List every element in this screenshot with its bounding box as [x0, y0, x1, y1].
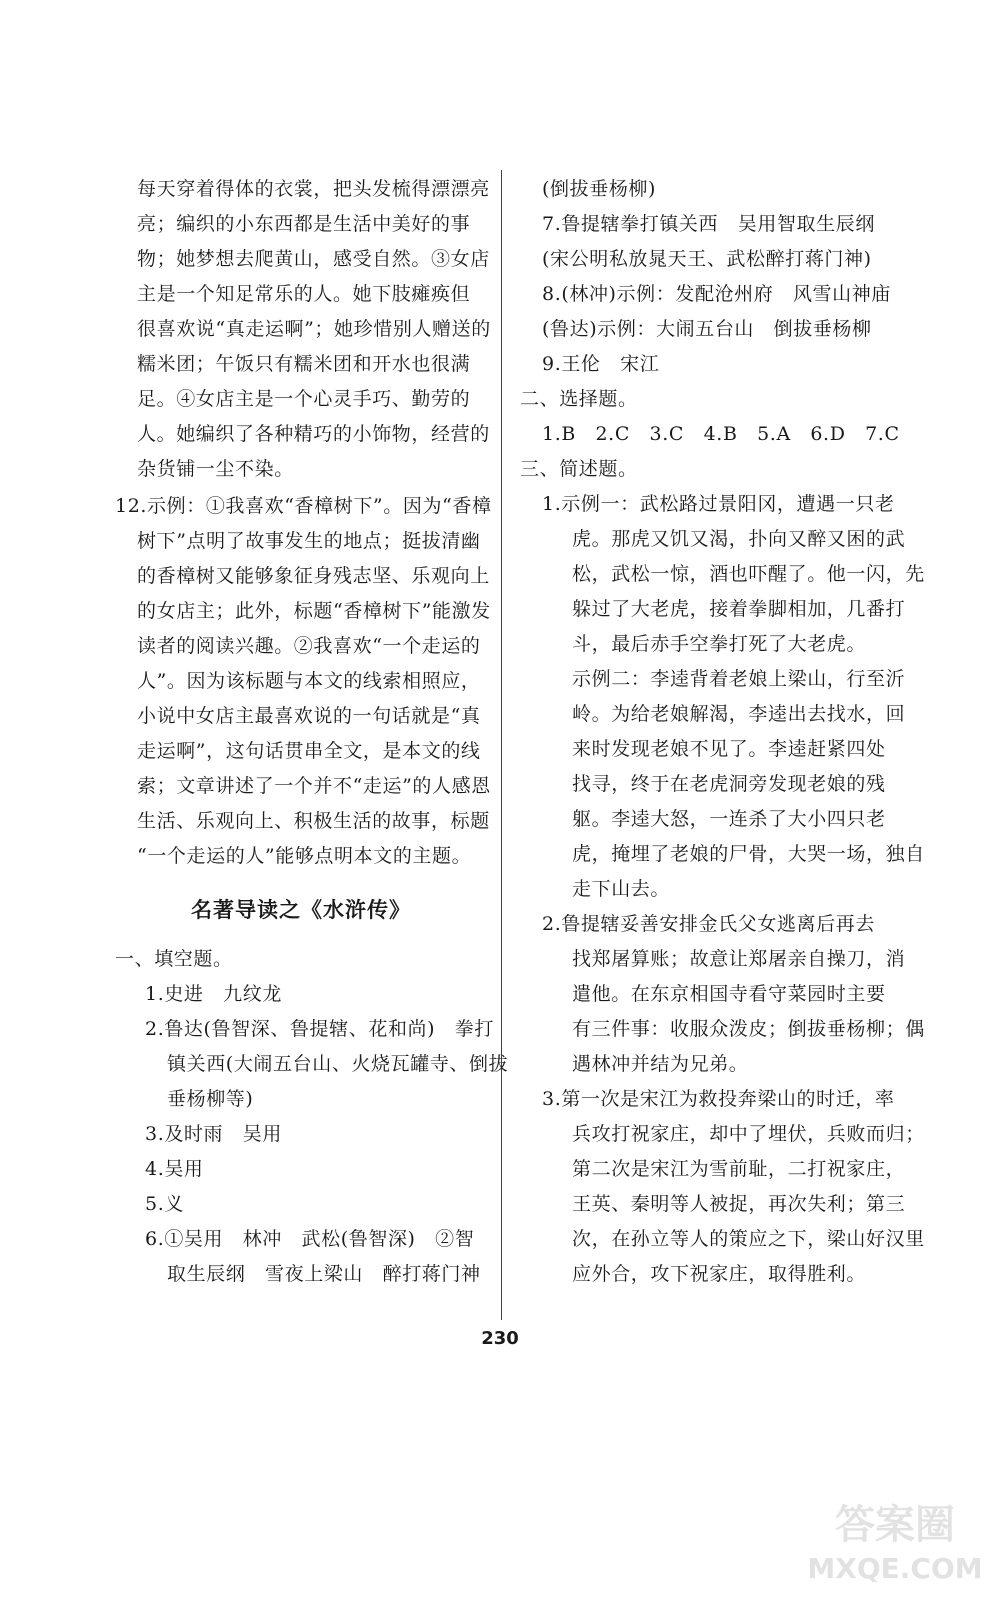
fill-in-continuation: [520, 172, 892, 382]
text-line: 找郑屠算账；故意让郑屠亲自操刀，消: [572, 948, 906, 970]
text-line: 2.鲁达(鲁智深、鲁提辖、花和尚) 拳打: [145, 1018, 494, 1040]
text-line: 有三件事：收服众泼皮；倒拔垂杨柳；偶: [572, 1018, 925, 1040]
text-line: 来时发现老娘不见了。李逵赶紧四处: [572, 738, 886, 760]
section-heading: 二、选择题。: [520, 388, 638, 410]
text-line: 索；文章讲述了一个并不“走运”的人感恩: [137, 775, 491, 797]
text-line: (倒拔垂杨柳): [542, 178, 657, 200]
column-divider: [501, 170, 502, 1320]
text-line: 虎，掩埋了老娘的尸骨，大哭一场，独自: [572, 843, 925, 865]
text-line: 4.吴用: [145, 1158, 204, 1180]
text-line: 足。④女店主是一个心灵手巧、勤劳的: [137, 388, 471, 410]
q11-continuation: [115, 172, 491, 487]
text-line: 7.鲁提辖拳打镇关西 吴用智取生辰纲: [542, 213, 875, 235]
text-line: 取生辰纲 雪夜上梁山 醉打蒋门神: [167, 1263, 481, 1285]
text-line: 每天穿着得体的衣裳，把头发梳得漂漂亮: [137, 178, 490, 200]
text-line: 9.王伦 宋江: [542, 353, 660, 375]
text-line: 第二次是宋江为雪前耻，二打祝家庄，: [572, 1158, 906, 1180]
choice-answers: 1.B 2.C 3.C 4.B 5.A 6.D 7.C: [542, 423, 900, 445]
text-line: 的香樟树又能够象征身残志坚、乐观向上: [137, 565, 490, 587]
text-line: 3.及时雨 吴用: [145, 1123, 282, 1145]
watermark-url-text: MXQE.COM: [807, 1552, 983, 1585]
watermark-logo-text: 答案圈: [835, 1502, 955, 1548]
choice-section: [520, 382, 900, 452]
text-line: 岭。为给老娘解渴，李逵出去找水，回: [572, 703, 906, 725]
fill-in-section: [115, 942, 509, 1292]
text-line: 王英、秦明等人被捉，再次失利；第三: [572, 1193, 906, 1215]
text-line: 很喜欢说“真走运啊”；她珍惜别人赠送的: [137, 318, 491, 340]
text-line: 8.(林冲)示例：发配沧州府 风雪山神庙: [542, 283, 891, 305]
text-line: 杂货铺一尘不染。: [137, 458, 294, 480]
section-title: 名著导读之《水浒传》: [191, 898, 411, 922]
text-line: 亮；编织的小东西都是生活中美好的事: [137, 213, 471, 235]
left-column: [115, 172, 509, 1292]
q12-answer: [115, 489, 492, 874]
text-line: 虎。那虎又饥又渴，扑向又醉又困的武: [572, 528, 906, 550]
text-line: 树下”点明了故事发生的地点；挺拔清幽: [137, 530, 481, 552]
text-line: 的女店主；此外，标题“香樟树下”能激发: [137, 600, 491, 622]
text-line: “一个走运的人”能够点明本文的主题。: [137, 845, 472, 867]
section-heading: 三、简述题。: [520, 458, 638, 480]
text-line: 人。她编织了各种精巧的小饰物，经营的: [137, 423, 490, 445]
text-line: 走下山去。: [572, 878, 671, 900]
text-line: 应外合，攻下祝家庄，取得胜利。: [572, 1263, 867, 1285]
text-line: 物；她梦想去爬黄山，感受自然。③女店: [137, 248, 490, 270]
text-line: 生活、乐观向上、积极生活的故事，标题: [137, 810, 490, 832]
text-line: 斗，最后赤手空拳打死了大老虎。: [572, 633, 867, 655]
text-line: 12.示例：①我喜欢“香樟树下”。因为“香樟: [115, 495, 492, 517]
text-line: 遇林冲并结为兄弟。: [572, 1053, 749, 1075]
text-line: 1.史进 九纹龙: [145, 983, 282, 1005]
text-line: 读者的阅读兴趣。②我喜欢“一个走运的: [137, 635, 481, 657]
text-line: 躲过了大老虎，接着拳脚相加，几番打: [572, 598, 906, 620]
text-line: 5.义: [145, 1193, 184, 1215]
page-number: 230: [481, 1328, 519, 1349]
text-line: 镇关西(大闹五台山、火烧瓦罐寺、倒拔: [167, 1053, 509, 1075]
text-line: 人”。因为该标题与本文的线索相照应，: [137, 670, 481, 692]
text-line: 小说中女店主最喜欢说的一句话就是“真: [137, 705, 481, 727]
text-line: 1.示例一：武松路过景阳冈，遭遇一只老: [542, 493, 895, 515]
text-line: 躯。李逵大怒，一连杀了大小四只老: [572, 808, 886, 830]
text-line: 松，武松一惊，酒也吓醒了。他一闪，先: [572, 563, 925, 585]
text-line: 主是一个知足常乐的人。她下肢瘫痪但: [137, 283, 471, 305]
short-answer-section: [520, 452, 925, 1292]
text-line: 垂杨柳等): [167, 1088, 254, 1110]
text-line: (宋公明私放晁天王、武松醉打蒋门神): [542, 248, 872, 270]
text-line: 兵攻打祝家庄，却中了埋伏，兵败而归；: [572, 1123, 925, 1145]
text-line: 6.①吴用 林冲 武松(鲁智深) ②智: [145, 1228, 475, 1250]
watermark-logo: [800, 1490, 990, 1590]
text-line: 糯米团；午饭只有糯米团和开水也很满: [137, 353, 471, 375]
text-line: 找寻，终于在老虎洞旁发现老娘的残: [572, 773, 886, 795]
text-line: 3.第一次是宋江为救投奔梁山的时迁，率: [542, 1088, 895, 1110]
text-line: 2.鲁提辖妥善安排金氏父女逃离后再去: [542, 913, 875, 935]
text-line: 次，在孙立等人的策应之下，梁山好汉里: [572, 1228, 925, 1250]
text-line: (鲁达)示例：大闹五台山 倒拔垂杨柳: [542, 318, 872, 340]
section-heading: 一、填空题。: [115, 948, 233, 970]
right-column: [520, 172, 925, 1292]
text-line: 遣他。在东京相国寺看守菜园时主要: [572, 983, 886, 1005]
text-line: 走运啊”，这句话贯串全文，是本文的线: [137, 740, 481, 762]
text-line: 示例二：李逵背着老娘上梁山，行至沂: [572, 668, 906, 690]
